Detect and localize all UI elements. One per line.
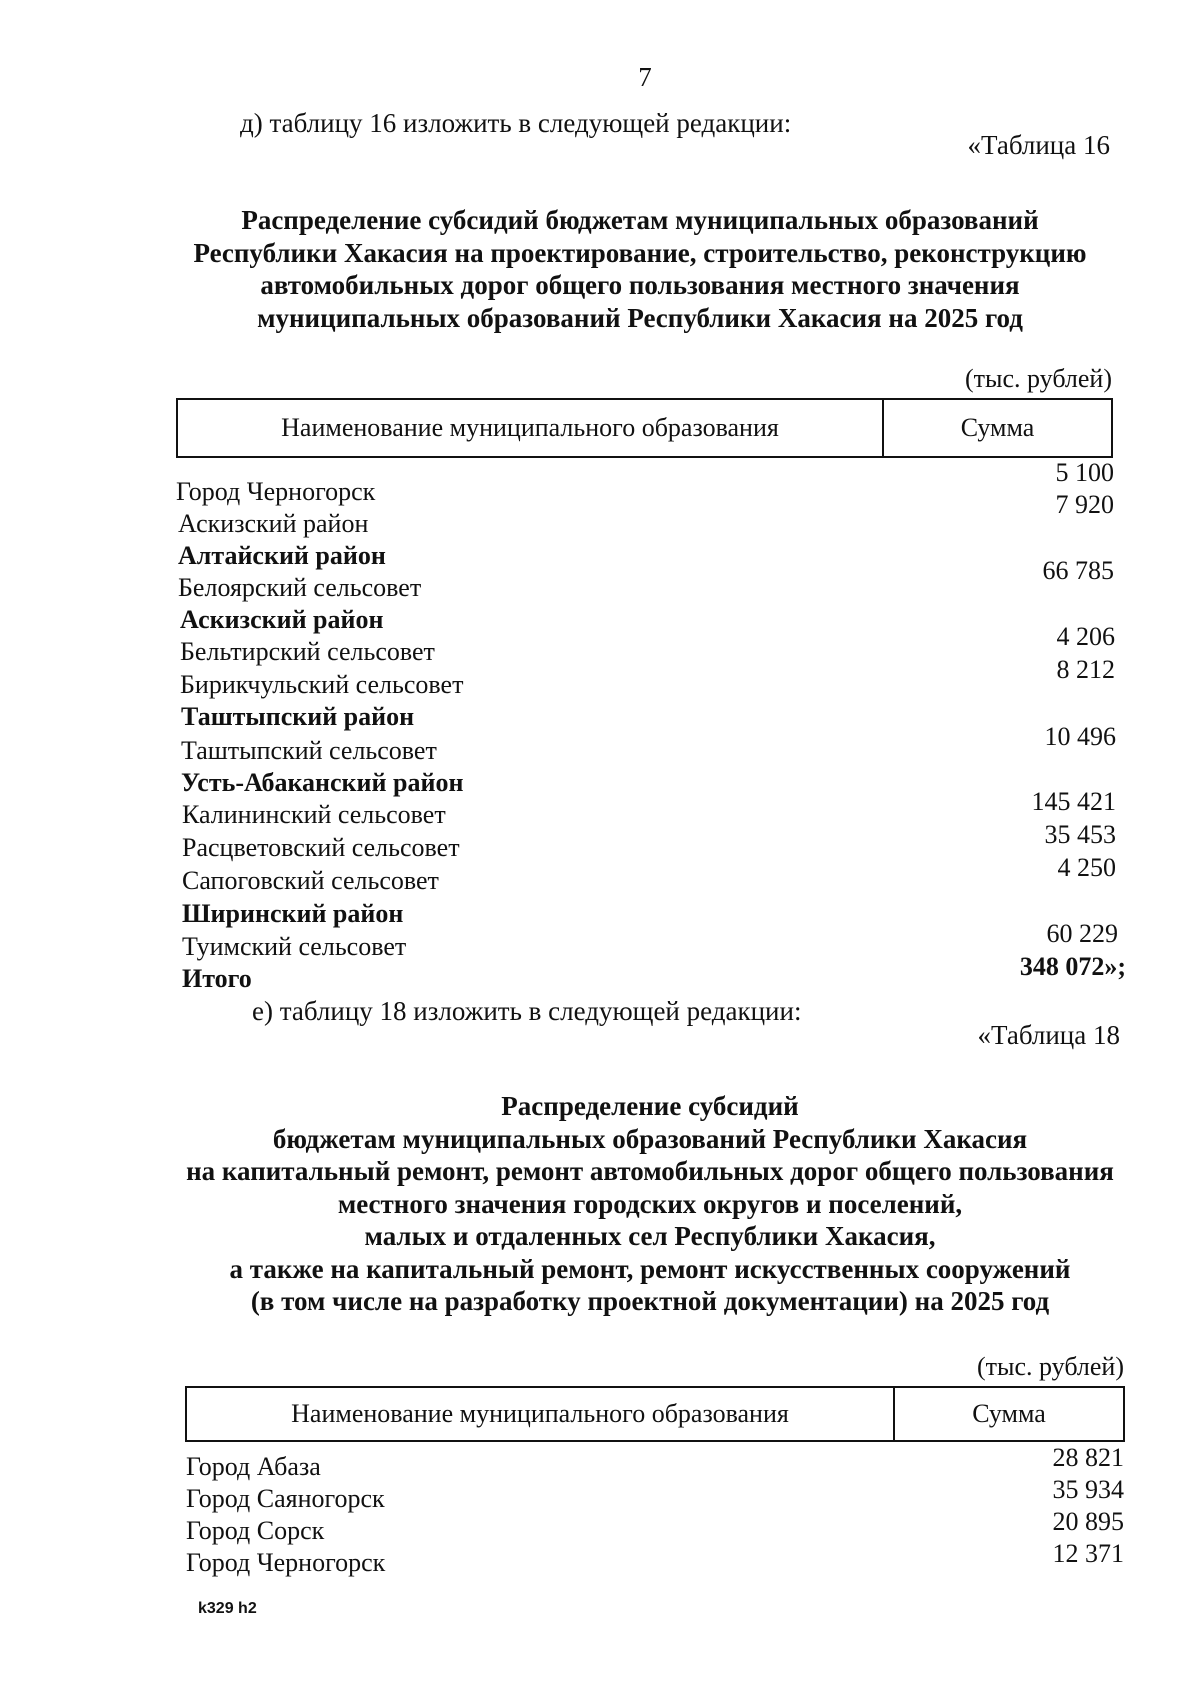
table-row-value: 35 934 <box>1052 1475 1124 1504</box>
table-row-name: Усть-Абаканский район <box>181 768 464 797</box>
section-e-intro: е) таблицу 18 изложить в следующей редакции: <box>252 996 802 1026</box>
table-row-name: Город Черногорск <box>176 477 376 506</box>
table-row-name: Итого <box>182 964 252 993</box>
table-row-value: 12 371 <box>1052 1539 1124 1568</box>
table-row-value: 35 453 <box>1044 820 1116 849</box>
section-d-table-label: «Таблица 16 <box>967 130 1110 160</box>
table-row-name: Город Черногорск <box>186 1548 386 1577</box>
title-line: Распределение субсидий бюджетам муниципальных образований <box>241 205 1039 235</box>
page-number: 7 <box>638 62 652 92</box>
column-header-name: Наименование муниципального образования <box>187 1388 895 1440</box>
section-d-table-header <box>176 398 1113 458</box>
table-row-name: Бирикчульский сельсовет <box>180 670 464 699</box>
column-header-sum: Сумма <box>960 413 1035 442</box>
section-d-unit: (тыс. рублей) <box>964 364 1112 393</box>
footer-code: k329 h2 <box>198 1600 257 1617</box>
table-row-name: Город Сорск <box>186 1516 325 1545</box>
title-line: (в том числе на разработку проектной документации) на 2025 год <box>250 1286 1050 1316</box>
table-row-name: Таштыпский сельсовет <box>181 736 437 765</box>
column-header-name: Наименование муниципального образования <box>178 400 884 456</box>
title-line: местного значения городских округов и поселений, <box>337 1188 963 1219</box>
section-e-unit: (тыс. рублей) <box>976 1352 1124 1381</box>
title-line: а также на капитальный ремонт, ремонт искусственных сооружений <box>229 1253 1071 1284</box>
table-row-value: 4 206 <box>1056 622 1115 651</box>
title-line: малых и отдаленных сел Республики Хакасия, <box>364 1221 936 1251</box>
table-row-name: Расцветовский сельсовет <box>182 833 460 862</box>
table-row-name: Город Саяногорск <box>186 1484 385 1513</box>
title-line: муниципальных образований Республики Хакасия на 2025 год <box>257 302 1023 333</box>
title-line: автомобильных дорог общего пользования местного значения <box>260 270 1020 300</box>
title-line: бюджетам муниципальных образований Республики Хакасия <box>272 1123 1028 1154</box>
table-row-value: 20 895 <box>1052 1507 1124 1536</box>
title-line: Республики Хакасия на проектирование, строительство, реконструкцию <box>193 237 1087 268</box>
table-total-value: 348 072»; <box>1019 952 1126 981</box>
table-row-name: Алтайский район <box>178 541 386 570</box>
table-row-name: Белоярский сельсовет <box>178 573 422 602</box>
table-row-value: 28 821 <box>1052 1443 1124 1472</box>
table-row-value: 145 421 <box>1031 787 1116 816</box>
table-row-name: Город Абаза <box>186 1452 321 1481</box>
section-e-table-header <box>185 1386 1125 1442</box>
table-row-name: Таштыпский район <box>181 702 415 731</box>
table-row-value: 60 229 <box>1046 919 1118 948</box>
table-row-value: 66 785 <box>1042 556 1114 585</box>
section-e-title <box>150 1090 1150 1318</box>
table-row-name: Аскизский район <box>180 605 384 634</box>
table-row-value: 7 920 <box>1055 490 1114 519</box>
section-d-intro: д) таблицу 16 изложить в следующей редакции: <box>240 108 792 138</box>
column-header-sum: Сумма <box>972 1399 1046 1428</box>
table-row-name: Бельтирский сельсовет <box>180 637 435 666</box>
table-row-name: Ширинский район <box>182 899 404 928</box>
table-row-value: 8 212 <box>1056 655 1115 684</box>
title-line: Распределение субсидий <box>501 1091 799 1121</box>
table-row-name: Калининский сельсовет <box>182 800 446 829</box>
section-d-title <box>150 204 1130 334</box>
table-row-value: 5 100 <box>1055 458 1114 487</box>
table-row-value: 4 250 <box>1057 853 1116 882</box>
table-row-name: Сапоговский сельсовет <box>182 866 439 895</box>
title-line: на капитальный ремонт, ремонт автомобильных дорог общего пользования <box>186 1156 1114 1186</box>
table-row-name: Туимский сельсовет <box>182 932 407 961</box>
section-e-table-label: «Таблица 18 <box>977 1020 1120 1050</box>
table-row-name: Аскизский район <box>178 509 369 538</box>
table-row-value: 10 496 <box>1044 722 1116 751</box>
